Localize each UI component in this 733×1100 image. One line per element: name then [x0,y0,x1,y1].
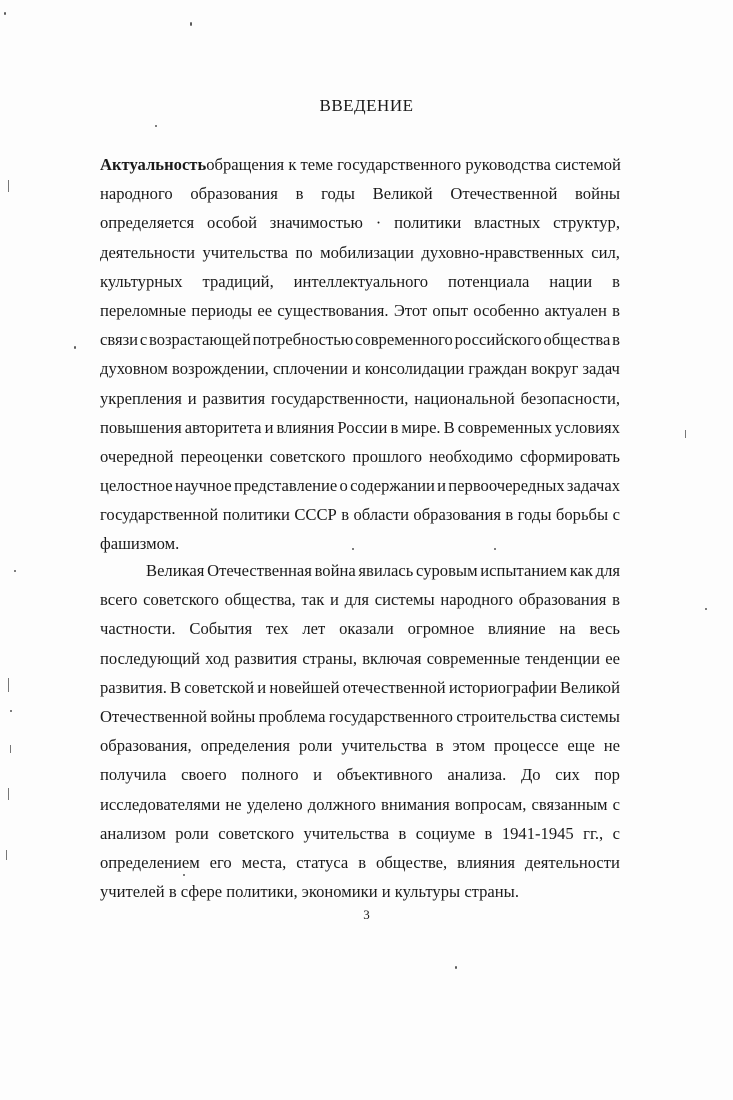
word: и [330,590,339,610]
word: государственности, [270,388,409,408]
word: в [398,823,407,843]
word: внимания [381,794,450,814]
word: не [603,736,620,756]
text-line [100,471,620,500]
word: Великой [559,677,620,697]
word: задач [582,359,620,379]
text-line [100,556,620,585]
word: целостное [100,476,173,496]
word: периоды [191,300,253,320]
word: советского [143,590,219,610]
word: лет [302,619,326,639]
word: Отечественной [100,706,207,726]
word: этом [452,736,486,756]
word: влияния [457,852,515,872]
word: в [612,300,620,320]
word: условиях [555,417,620,437]
text-line [100,644,620,673]
word: прошлого [352,446,423,466]
word: мире. [401,417,441,437]
word: СССР [294,505,337,525]
word: образования, [100,736,192,756]
word: деятельности [100,242,195,262]
word: области [353,505,409,525]
word: опыт [432,300,468,320]
word: борьбы [555,505,609,525]
text-line [100,731,620,760]
word: уделено [246,794,303,814]
word: пор [594,765,620,785]
word: особенно [473,300,540,320]
word: Великой [372,184,433,204]
word: актуален [544,300,607,320]
word: современных [457,417,553,437]
word: как [569,561,593,580]
word: на [559,619,576,639]
word: явилась [358,561,414,580]
scan-speck [14,570,16,572]
scan-speck [10,745,11,753]
word: До [520,765,541,785]
line-rest: обращения к теме государственного руководства системой [206,155,621,174]
word: в [390,417,399,437]
word: отечественной [342,677,446,697]
word: с [612,823,620,843]
word: новейшей [269,677,340,697]
word: и [187,388,197,408]
word: своего [181,765,227,785]
word: влияния [276,417,335,437]
word: задачах [566,476,620,496]
scan-speck [4,12,6,15]
word: ее [605,648,620,668]
line-text: фашизмом. [100,534,180,554]
word: с [612,794,620,814]
word: переоценки [180,446,263,466]
text-line [100,702,620,731]
scan-speck [8,180,9,192]
word: безопасности, [520,388,620,408]
word: процессе [494,736,559,756]
word: испытанием [480,561,567,580]
word: по [295,242,313,262]
text-line [100,150,620,179]
word: суровым [416,561,478,580]
word: и [437,476,447,496]
word: укрепления [100,388,182,408]
line-text: учителей в сфере политики, экономики и культуры страны. [100,882,519,902]
word: особой [206,213,257,233]
text-line [100,267,620,296]
word: так [301,590,325,610]
text-line [100,529,620,558]
word: советского [269,446,346,466]
word: Великая [146,561,205,580]
word: о [339,476,348,496]
word: не [225,794,242,814]
word: 1941-1945 [501,823,574,843]
word: определения [200,736,291,756]
scan-speck [8,678,9,692]
word: интеллектуального [293,271,429,291]
word: весь [589,619,620,639]
word: в [341,505,350,525]
word: политики [394,213,462,233]
word: политики [222,505,290,525]
word: духовном [100,359,168,379]
word: и [264,417,274,437]
word: проблема [258,706,326,726]
word: и [351,359,361,379]
word: События [189,619,253,639]
word: годы [517,505,552,525]
word: сплочении [272,359,348,379]
word: войны [210,706,256,726]
word: общества, [224,590,296,610]
word: современные [426,648,520,668]
word: полного [241,765,299,785]
text-line [100,354,620,383]
word: народного [100,184,173,204]
word: структур, [553,213,620,233]
text-line [100,238,620,267]
text-line [100,325,620,354]
scan-speck [494,548,496,550]
word: существования. [277,300,389,320]
word: советского [218,823,295,843]
word: анализом [100,823,166,843]
word: вопросам, [454,794,527,814]
word: для [595,561,620,580]
text-line [100,760,620,789]
word: · [375,213,382,233]
word: обществе, [376,852,448,872]
word: учительства [303,823,390,843]
word: Отечественной [450,184,558,204]
word: в [612,590,620,610]
word: очередной [100,446,174,466]
word: исследователями [100,794,221,814]
scan-speck [183,874,185,876]
text-line [100,614,620,643]
text-line [100,673,620,702]
word: определяется [100,213,195,233]
word: роли [175,823,209,843]
word: места, [241,852,287,872]
word: в [435,736,444,756]
word: советской [184,677,255,697]
word: в [612,330,620,350]
word: научное [174,476,232,496]
word: последующий [100,648,201,668]
word: переломные [100,300,187,320]
word: оказали [339,619,394,639]
word: духовно-нравственных [421,242,584,262]
word: ее [257,300,273,320]
word: связи [100,330,139,350]
scan-speck [74,346,76,349]
word: учительства [341,736,427,756]
word: годы [321,184,355,204]
text-line [100,179,620,208]
word: современного [355,330,453,350]
word: в [295,184,304,204]
word: возрождении, [172,359,269,379]
scan-speck [8,788,9,800]
scan-speck [155,125,157,127]
paragraph-relevance [100,150,620,559]
text-line [100,848,620,877]
word: и [257,677,267,697]
scan-speck [455,966,457,969]
word: авторитета [184,417,262,437]
scan-speck [10,710,12,712]
word: первоочередных [448,476,565,496]
word: социуме [415,823,476,843]
word: с [612,505,620,525]
word: связанным [531,794,608,814]
word: влияние [488,619,546,639]
word: системы [560,706,620,726]
word: с [139,330,148,350]
text-line [100,585,620,614]
word: определением [100,852,200,872]
word: системы [374,590,435,610]
word: сформировать [519,446,620,466]
text-line [100,819,620,848]
scan-speck [6,850,7,860]
word: потенциала [448,271,530,291]
word: общества [543,330,611,350]
word: властных [474,213,541,233]
word: образования [190,184,278,204]
word: развития [202,388,266,408]
word: гг., [583,823,604,843]
word: развития [234,648,298,668]
word: Этот [393,300,428,320]
word: строительства [456,706,557,726]
word: статуса [296,852,349,872]
word: тенденции [525,648,601,668]
scan-speck [190,22,192,26]
scan-speck [705,608,707,610]
text-line [100,413,620,442]
word: В [169,677,182,697]
word: сих [555,765,580,785]
word: всего [100,590,138,610]
word: государственного [328,706,453,726]
text-line [100,442,620,471]
word: для [344,590,370,610]
word: деятельности [524,852,620,872]
scan-speck [352,548,354,550]
scan-speck [685,430,686,438]
word: объективного [336,765,433,785]
word: потребностью [252,330,354,350]
word: государственной [100,505,219,525]
word: национальной [414,388,515,408]
word: в [358,852,367,872]
word: историографии [448,677,557,697]
word: российского [454,330,542,350]
word: В [443,417,455,437]
word: значимостью [269,213,363,233]
word: роли [298,736,333,756]
word: анализа. [447,765,507,785]
word: война [314,561,356,580]
word: частности. [100,619,176,639]
page-number: 3 [363,907,370,922]
word: в [612,271,620,291]
word: должного [307,794,376,814]
text-line [100,296,620,325]
word: учительства [202,242,289,262]
word: представление [233,476,338,496]
word: необходимо [429,446,513,466]
word: культурных [100,271,183,291]
word: страны, [302,648,357,668]
word: вокруг [531,359,579,379]
word: традиций, [202,271,274,291]
text-line [100,500,620,529]
word: и [313,765,323,785]
word: в [484,823,493,843]
word: еще [567,736,595,756]
word: в [505,505,514,525]
word: консолидации [364,359,465,379]
word: мобилизации [320,242,414,262]
word: войны [575,184,620,204]
lead-bold-word: Актуальность [100,155,207,174]
word: включая [362,648,422,668]
word: ход [205,648,230,668]
page-title: ВВЕДЕНИЕ [319,96,414,115]
word: образования [518,590,607,610]
text-line [100,790,620,819]
word: возрастающей [148,330,251,350]
word: повышения [100,417,182,437]
word: нации [549,271,593,291]
word: Отечественная [207,561,312,580]
word: развития. [100,677,167,697]
paragraph-war-context [100,556,620,906]
word: граждан [468,359,527,379]
word: тех [265,619,289,639]
word: содержании [350,476,435,496]
text-line [100,877,620,906]
word: России [337,417,388,437]
word: его [209,852,232,872]
text-line [100,208,620,237]
text-line [100,384,620,413]
word: сил, [591,242,620,262]
word: образования [413,505,501,525]
word: народного [440,590,514,610]
word: получила [100,765,167,785]
word: огромное [407,619,475,639]
